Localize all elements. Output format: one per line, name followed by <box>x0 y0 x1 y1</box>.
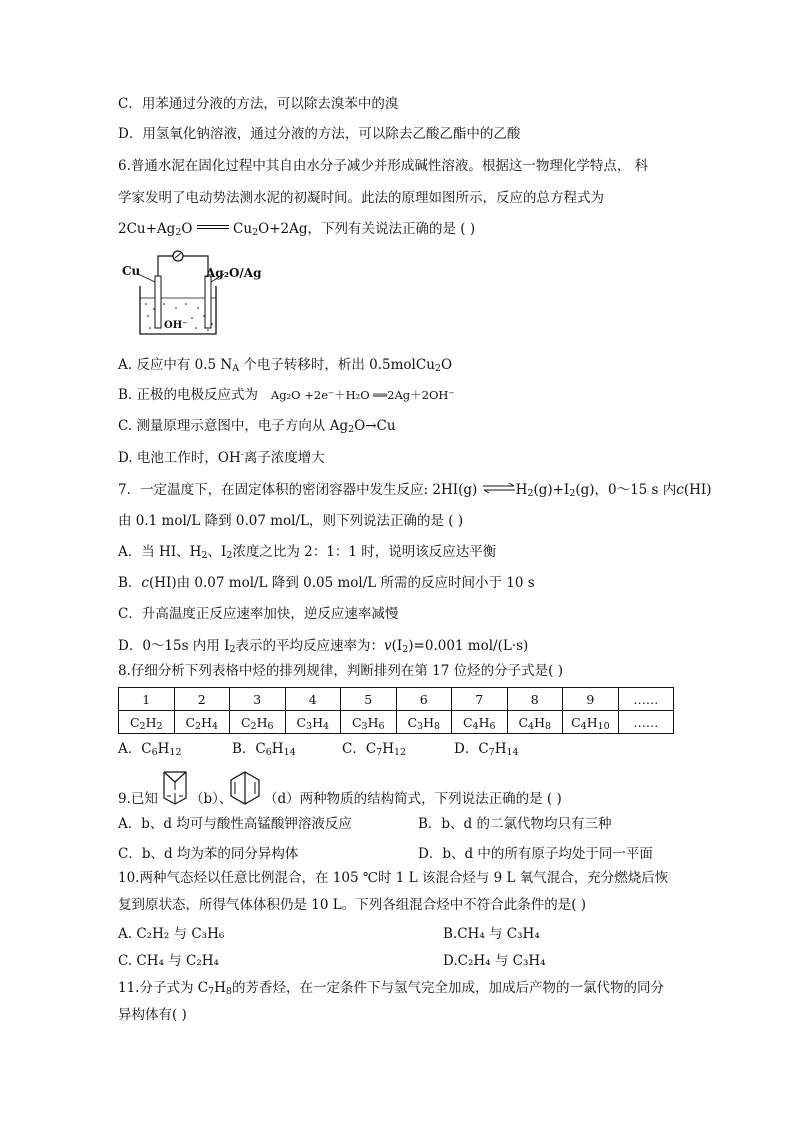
q11-stem-line2: 异构体有( ) <box>118 1007 187 1023</box>
table-cell: $C_4H_6$ <box>452 711 508 734</box>
table-cell: 7 <box>452 688 508 711</box>
q9-option-c: C．b、d 均为苯的同分异构体 <box>118 846 299 862</box>
q10-stem-line2: 复到原状态，所得气体体积仍是 10 L。下列各组混合烃中不符合此条件的是( ) <box>118 897 587 913</box>
q6-option-a: A. 反应中有 0.5 $N_A$ 个电子转移时，析出 0.5molCu$_2$O <box>118 357 453 374</box>
dewar-benzene-structure-d <box>228 770 262 806</box>
equilibrium-arrow <box>482 483 516 493</box>
table-cell: 9 <box>563 688 619 711</box>
q10-option-d: D.C₂H₄ 与 C₃H₄ <box>443 953 546 969</box>
table-row-index <box>119 688 674 711</box>
q9-b-label: （b）、 <box>190 791 233 807</box>
table-cell: 2 <box>174 688 230 711</box>
q9-option-b: B．b、d 的二氯代物均只有三种 <box>418 816 612 832</box>
q7-option-b: B．c(HI)由 0.07 mol/L 降到 0.05 mol/L 所需的反应时间小于 10 s <box>118 575 535 591</box>
table-cell: 8 <box>507 688 563 711</box>
q9-prefix: 9.已知 <box>118 791 158 807</box>
q8-option-a: A．$C_6H_{12}$ <box>118 741 182 758</box>
q9-option-d: D．b、d 中的所有原子均处于同一平面 <box>418 846 653 862</box>
table-cell: $C_4H_{10}$ <box>563 711 619 734</box>
q7-option-a: A．当 HI、$H_2$、$I_2$浓度之比为 2：1：1 时，说明该反应达平衡 <box>118 544 497 561</box>
q11-stem-line1: 11.分子式为 $C_7H_8$的芳香烃，在一定条件下与氢气完全加成，加成后产物的一氯代物的同分 <box>118 980 664 997</box>
table-cell: 6 <box>396 688 452 711</box>
table-cell: $C_3H_8$ <box>396 711 452 734</box>
table-cell: 5 <box>341 688 397 711</box>
table-cell: $C_3H_6$ <box>341 711 397 734</box>
table-cell: 4 <box>285 688 341 711</box>
table-cell: 1 <box>119 688 175 711</box>
q8-option-b: B．$C_6H_{14}$ <box>232 741 296 758</box>
table-cell: $C_3H_4$ <box>285 711 341 734</box>
q6-stem-line2: 学家发明了电动势法测水泥的初凝时间。此法的原理如图所示，反应的总方程式为 <box>118 190 604 206</box>
q8-stem: 8.仔细分析下列表格中烃的排列规律，判断排列在第 17 位烃的分子式是( ) <box>118 663 563 679</box>
table-row-formula <box>119 711 674 734</box>
q6-option-c: C. 测量原理示意图中，电子方向从 $Ag_2O\to Cu$ <box>118 418 396 435</box>
electrochemical-cell-diagram <box>120 246 270 338</box>
table-cell: $C_2H_4$ <box>174 711 230 734</box>
q6-option-b: B. 正极的电极反应式为 Ag₂O +2e⁻＋H₂O ══2Ag＋2OH⁻ <box>118 387 455 403</box>
table-cell: 3 <box>230 688 286 711</box>
prismane-structure-b <box>162 770 188 806</box>
q6-option-d: D. 电池工作时，OH-离子浓度增大 <box>118 450 325 466</box>
q9-stem: （d）两种物质的结构简式，下列说法正确的是 ( ) <box>264 791 562 807</box>
q10-option-b: B.CH₄ 与 C₃H₄ <box>443 926 540 942</box>
ag2o-ag-label: Ag₂O/Ag <box>206 266 262 280</box>
q10-option-a: A. C₂H₂ 与 C₃H₆ <box>118 926 225 942</box>
q9-option-a: A．b、d 均可与酸性高锰酸钾溶液反应 <box>118 816 352 832</box>
cu-label: Cu <box>122 264 141 278</box>
oh-label: OH⁻ <box>164 320 188 331</box>
table-cell: …… <box>618 688 673 711</box>
table-cell: …… <box>618 711 673 734</box>
q7-stem-line1: 7．一定温度下，在固定体积的密闭容器中发生反应: 2HI(g) $H_2(g)+I_2(g)$，0～15 s 内c(HI) <box>118 482 712 499</box>
q5-option-d: D．用氢氧化钠溶液，通过分液的方法，可以除去乙酸乙酯中的乙酸 <box>118 126 521 142</box>
q8-option-c: C．$C_7H_{12}$ <box>342 741 407 758</box>
q6-equation: $2Cu+Ag_2O$ $Cu_2O+2Ag$，下列有关说法正确的是 ( ) <box>118 221 476 238</box>
table-cell: $C_4H_8$ <box>507 711 563 734</box>
q10-option-c: C. CH₄ 与 C₂H₄ <box>118 953 219 969</box>
q10-stem-line1: 10.两种气态烃以任意比例混合，在 105 ℃时 1 L 该混合烃与 9 L 氧气混合，充分燃烧后恢 <box>118 870 669 886</box>
hydrocarbon-sequence-table <box>118 687 674 734</box>
q7-option-c: C．升高温度正反应速率加快，逆反应速率减慢 <box>118 606 399 622</box>
q7-option-d: D．0～15s 内用 $I_2$表示的平均反应速率为：$v(I_2)=0.001$ mol/(L·s) <box>118 638 529 655</box>
table-cell: $C_2H_2$ <box>119 711 175 734</box>
q7-stem-line2: 由 0.1 mol/L 降到 0.07 mol/L，则下列说法正确的是 ( ) <box>118 513 464 529</box>
table-cell: $C_2H_6$ <box>230 711 286 734</box>
q8-option-d: D．$C_7H_{14}$ <box>454 741 519 758</box>
q5-option-c: C．用苯通过分液的方法，可以除去溴苯中的溴 <box>118 96 399 112</box>
q6-stem-line1: 6.普通水泥在固化过程中其自由水分子减少并形成碱性溶液。根据这一物理化学特点， 科 <box>118 158 649 174</box>
